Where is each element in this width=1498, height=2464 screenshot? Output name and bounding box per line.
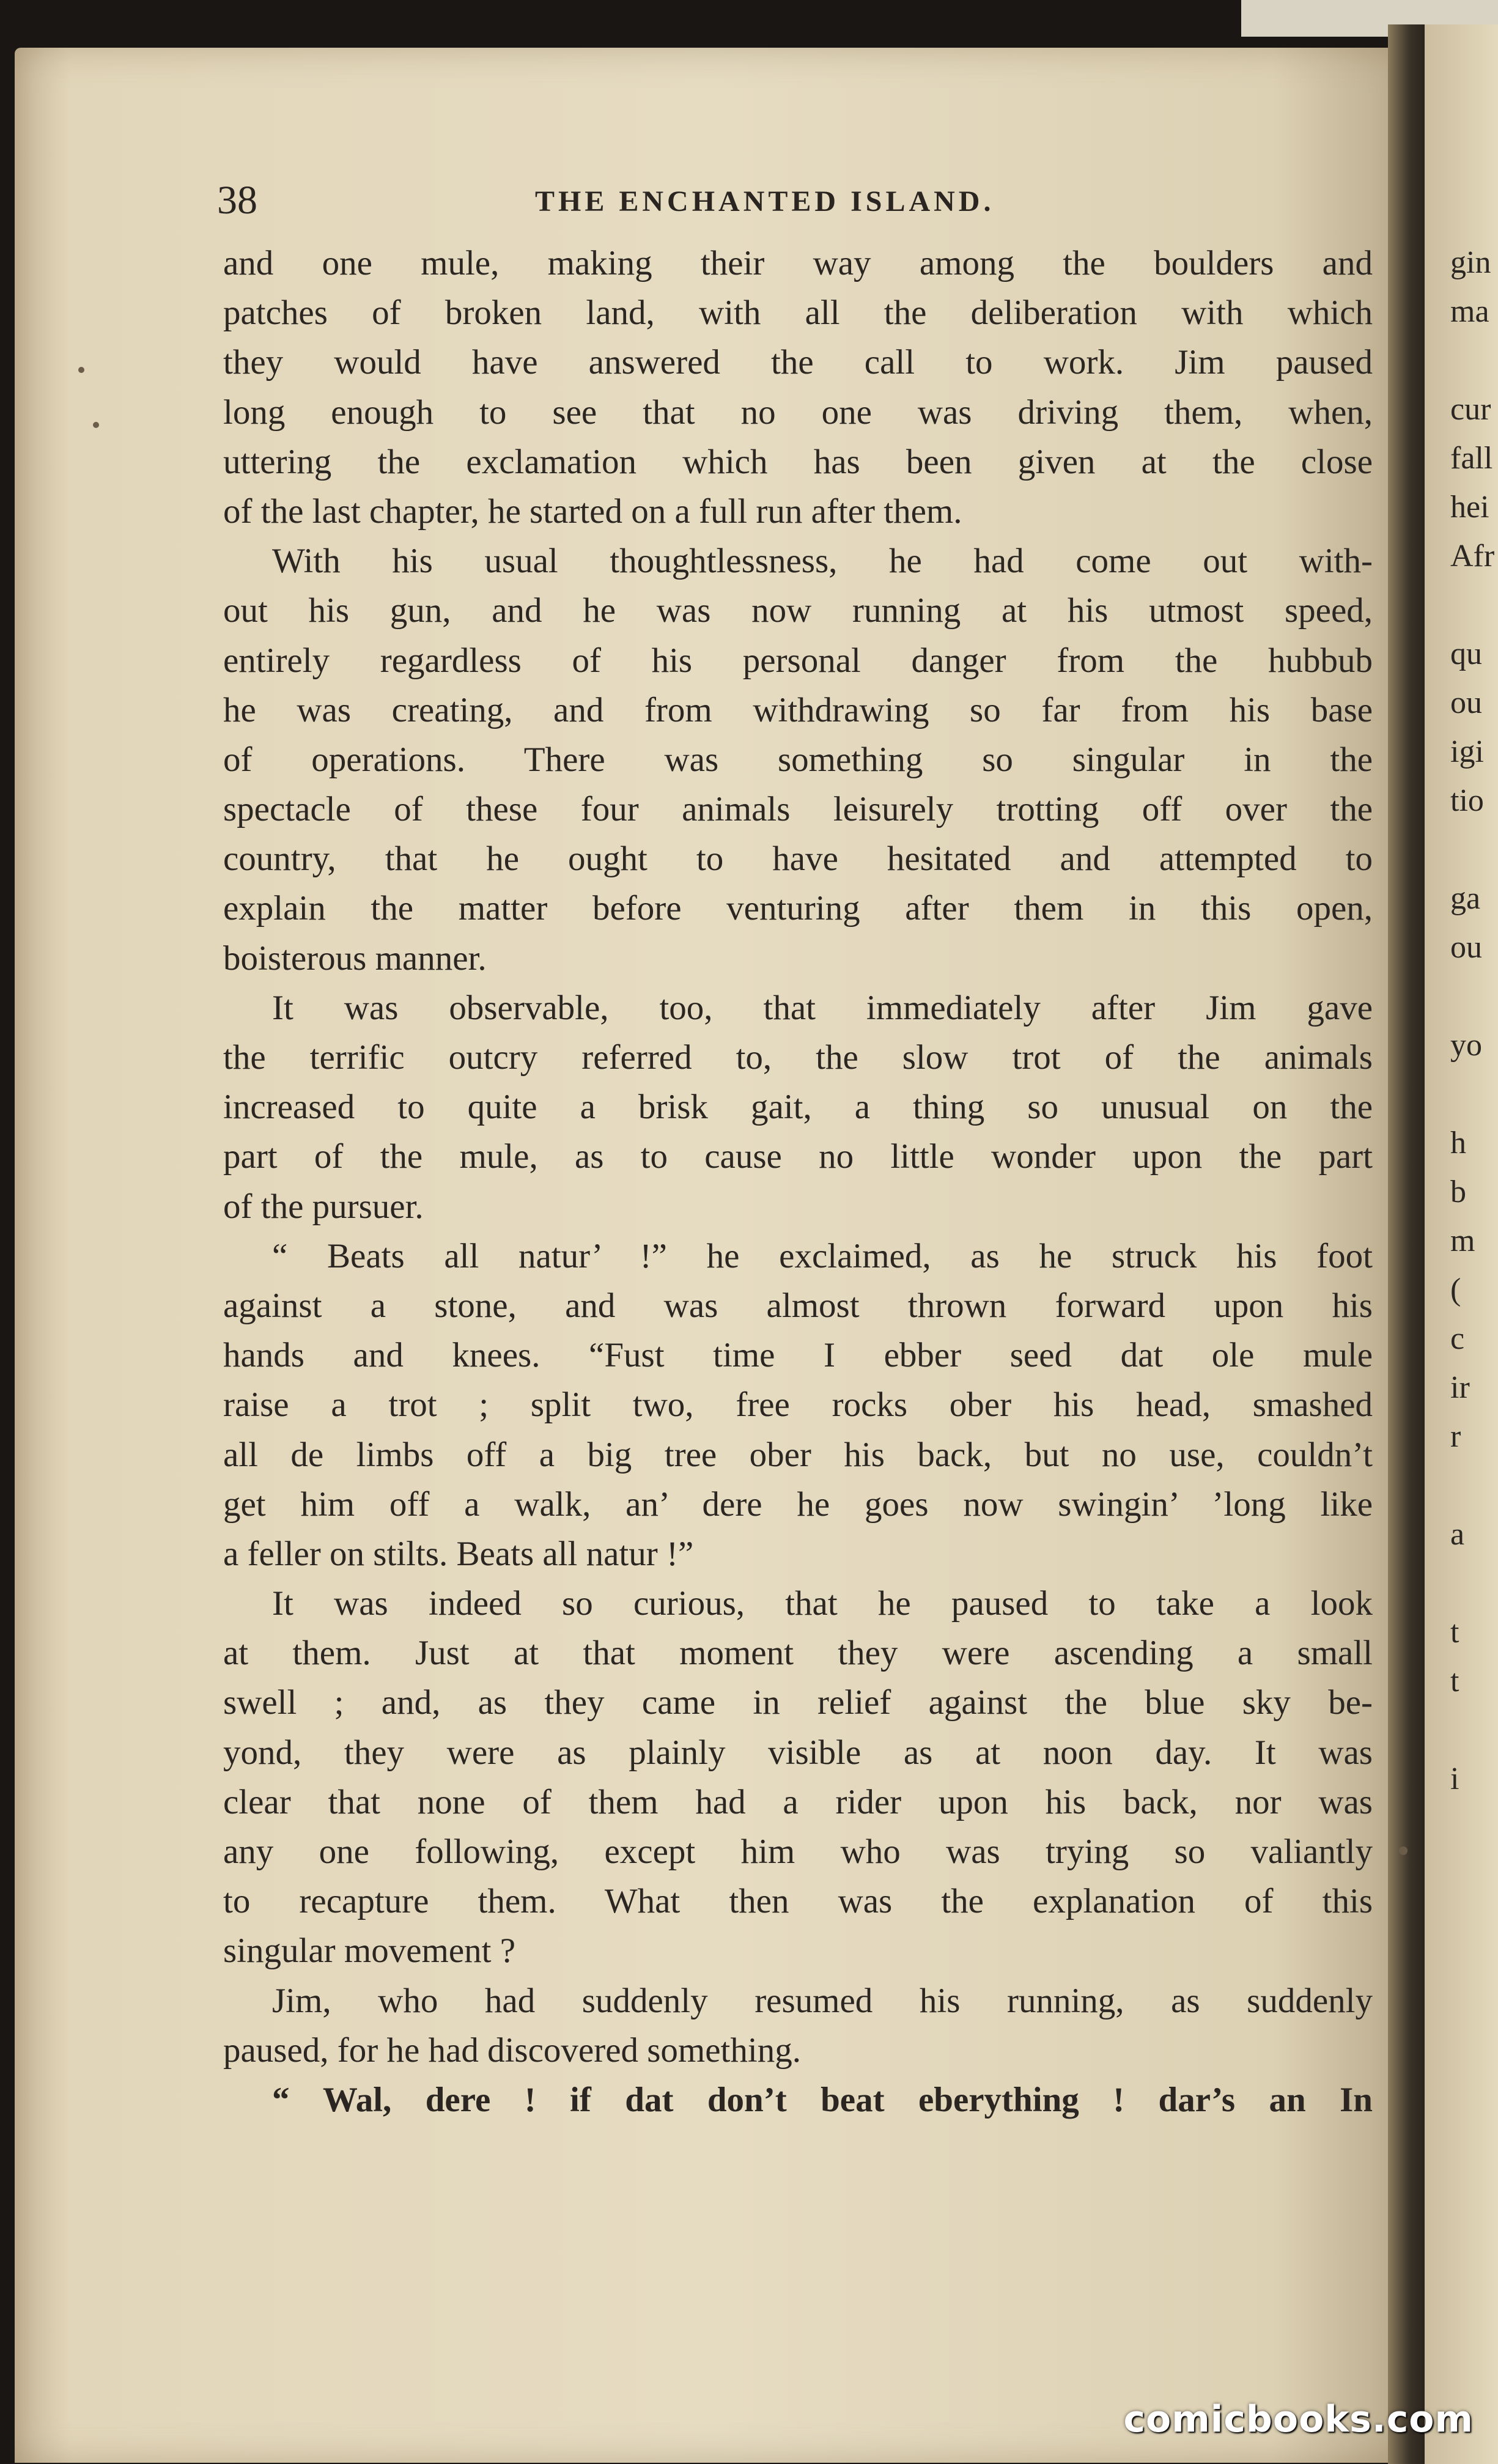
- right-page-fragment: m: [1450, 1223, 1475, 1258]
- right-page-fragment: c: [1450, 1321, 1465, 1356]
- text-line: “ Wal, dere ! if dat don’t beat eberything ! dar’s an In: [272, 2080, 1373, 2119]
- page-header: [217, 177, 1379, 226]
- text-line: at them. Just at that moment they were ascending a small: [223, 1634, 1373, 1673]
- right-page-fragment: ir: [1450, 1370, 1470, 1405]
- text-line: a feller on stilts. Beats all natur !”: [223, 1534, 694, 1573]
- text-line: patches of broken land, with all the deliberation with which: [223, 293, 1373, 333]
- page-speck: [93, 422, 99, 428]
- right-page-fragment: Afr: [1450, 539, 1495, 574]
- text-line: yond, they were as plainly visible as at noon day. It was: [223, 1733, 1373, 1772]
- text-line: get him off a walk, an’ dere he goes now swingin’ ’long like: [223, 1485, 1373, 1524]
- body-text: [223, 238, 1373, 2125]
- right-page-fragment: b: [1450, 1175, 1466, 1209]
- text-line: country, that he ought to have hesitated and attempted to: [223, 839, 1373, 879]
- book-gutter: [1388, 24, 1425, 2464]
- right-page-fragment: t: [1450, 1615, 1459, 1650]
- text-line: to recapture them. What then was the explanation of this: [223, 1882, 1373, 1921]
- text-line: explain the matter before venturing after them in this open,: [223, 889, 1373, 928]
- right-page-fragment: t: [1450, 1664, 1459, 1699]
- right-page-fragment: ga: [1450, 881, 1481, 916]
- text-line: With his usual thoughtlessness, he had come out with-: [272, 542, 1373, 581]
- text-line: It was observable, too, that immediately after Jim gave: [272, 988, 1373, 1027]
- right-page-fragment: tio: [1450, 783, 1484, 818]
- right-page-fragment: igi: [1450, 734, 1484, 769]
- right-page-fragment: ma: [1450, 294, 1489, 329]
- right-page-fragment: cur: [1450, 392, 1491, 427]
- text-line: they would have answered the call to work. Jim paused: [223, 343, 1373, 382]
- text-line: increased to quite a brisk gait, a thing so unusual on the: [223, 1088, 1373, 1127]
- right-page-fragment: i: [1450, 1761, 1459, 1796]
- site-watermark: comicbooks.com: [1123, 2398, 1474, 2441]
- running-title: THE ENCHANTED ISLAND.: [535, 185, 995, 218]
- text-line: “ Beats all natur’ !” he exclaimed, as he struck his foot: [272, 1236, 1373, 1275]
- text-line: of the last chapter, he started on a full run after them.: [223, 492, 962, 531]
- text-line: raise a trot ; split two, free rocks ober his head, smashed: [223, 1385, 1373, 1425]
- text-line: spectacle of these four animals leisurely trotting off over the: [223, 790, 1373, 829]
- right-page-fragment: (: [1450, 1272, 1461, 1307]
- text-line: of the pursuer.: [223, 1187, 424, 1226]
- text-line: the terrific outcry referred to, the slow trot of the animals: [223, 1038, 1373, 1077]
- text-line: paused, for he had discovered something.: [223, 2031, 801, 2070]
- text-line: Jim, who had suddenly resumed his running, as suddenly: [272, 1981, 1373, 2020]
- text-line: all de limbs off a big tree ober his back, but no use, couldn’t: [223, 1435, 1373, 1474]
- text-line: and one mule, making their way among the boulders and: [223, 244, 1373, 282]
- text-line: uttering the exclamation which has been given at the close: [223, 442, 1373, 481]
- right-page-fragment: a: [1450, 1517, 1465, 1552]
- right-page-fragment: h: [1450, 1126, 1466, 1160]
- text-line: he was creating, and from withdrawing so far from his base: [223, 690, 1373, 729]
- text-line: long enough to see that no one was driving them, when,: [223, 393, 1373, 432]
- right-page-fragment: qu: [1450, 636, 1482, 671]
- text-line: singular movement ?: [223, 1931, 516, 1971]
- right-page-fragment: fall: [1450, 441, 1493, 476]
- right-page-fragment: ou: [1450, 930, 1482, 965]
- text-line: hands and knees. “Fust time I ebber seed dat ole mule: [223, 1336, 1373, 1375]
- text-line: against a stone, and was almost thrown forward upon his: [223, 1286, 1373, 1325]
- right-page-fragment: ou: [1450, 685, 1482, 720]
- page-speck: [78, 367, 84, 373]
- text-line: any one following, except him who was trying so valiantly: [223, 1832, 1373, 1871]
- right-page-fragment: hei: [1450, 490, 1489, 525]
- right-page-fragment: yo: [1450, 1028, 1482, 1063]
- right-page-fragment: gin: [1450, 245, 1491, 280]
- page-number: 38: [217, 178, 257, 223]
- text-line: swell ; and, as they came in relief against the blue sky be-: [223, 1683, 1373, 1722]
- text-line: clear that none of them had a rider upon his back, nor was: [223, 1782, 1373, 1821]
- right-page-fragment: r: [1450, 1419, 1461, 1454]
- text-line: part of the mule, as to cause no little wonder upon the part: [223, 1137, 1373, 1176]
- text-line: boisterous manner.: [223, 939, 487, 978]
- text-line: It was indeed so curious, that he paused to take a look: [272, 1584, 1373, 1623]
- page-speck: [1399, 1846, 1408, 1855]
- text-line: of operations. There was something so singular in the: [223, 740, 1373, 779]
- text-line: out his gun, and he was now running at his utmost speed,: [223, 591, 1373, 630]
- text-line: entirely regardless of his personal danger from the hubbub: [223, 641, 1373, 680]
